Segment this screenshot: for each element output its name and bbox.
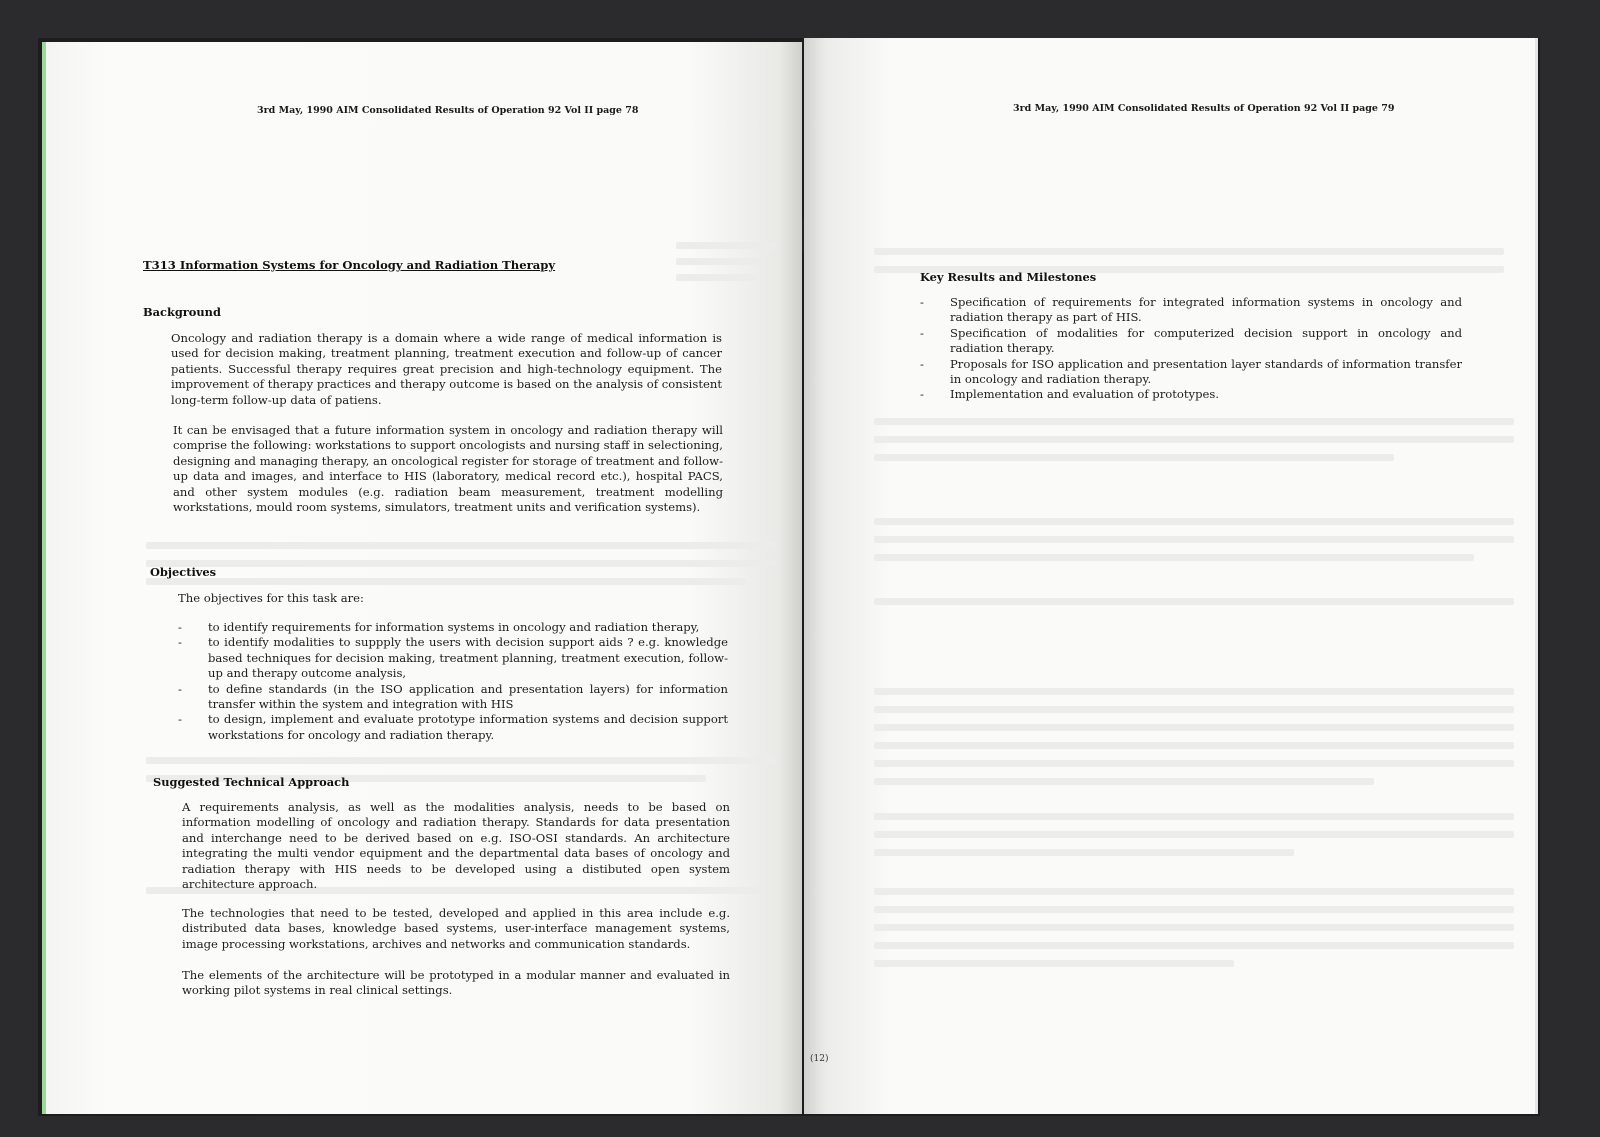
show-through <box>874 706 1514 713</box>
key-results-list <box>920 295 1462 403</box>
show-through <box>146 542 776 549</box>
show-through <box>874 813 1514 820</box>
background-heading: Background <box>143 305 221 319</box>
list-item: - Implementation and evaluation of prototypes. <box>920 387 1462 402</box>
show-through <box>146 578 746 585</box>
approach-heading: Suggested Technical Approach <box>153 775 350 789</box>
list-item: - Specification of requirements for integrated information systems in oncology and radiation therapy as part of HIS. <box>920 295 1462 326</box>
section-title: T313 Information Systems for Oncology and Radiation Therapy <box>143 258 556 272</box>
show-through <box>874 454 1394 461</box>
show-through <box>874 436 1514 443</box>
approach-paragraph-1: A requirements analysis, as well as the modalities analysis, needs to be based on information modelling of oncology and radiation therapy. Standards for data presentation and interchange need to be derived based on e.g. ISO-OSI standards. An architecture integrating the multi vendor equipment and the departmental data bases of oncology and radiation therapy with HIS needs to be developed using a distibuted open system architecture approach. <box>182 800 730 892</box>
show-through <box>874 888 1514 895</box>
gutter-number: (12) <box>810 1054 829 1064</box>
show-through <box>874 418 1514 425</box>
show-through <box>874 960 1234 967</box>
key-results-heading: Key Results and Milestones <box>920 270 1097 284</box>
list-item: - to define standards (in the ISO application and presentation layers) for information transfer within the system and integration with HIS <box>178 682 728 713</box>
show-through <box>874 536 1514 543</box>
show-through <box>874 849 1294 856</box>
list-item: - to identify modalities to suppply the users with decision support aids ? e.g. knowledge based techniques for decision making, treatment planning, treatment execution, follow-up and therapy outcome analysis, <box>178 635 728 681</box>
show-through <box>874 248 1504 255</box>
background-paragraph-2: It can be envisaged that a future information system in oncology and radiation therapy will comprise the following: workstations to support oncologists and nursing staff in selectioning, designing and managing therapy, an oncological register for storage of treatment and follow-up data and images, and interface to HIS (laboratory, medical record etc.), hospital PACS, and other system modules (e.g. radiation beam measurement, treatment modelling workstations, mould room systems, simulators, treatment units and verification systems). <box>173 423 723 515</box>
show-through <box>874 831 1514 838</box>
objectives-intro: The objectives for this task are: <box>178 591 364 605</box>
objectives-heading: Objectives <box>150 565 217 579</box>
list-item: - to identify requirements for information systems in oncology and radiation therapy, <box>178 620 728 635</box>
show-through <box>874 518 1514 525</box>
show-through <box>874 724 1514 731</box>
show-through <box>676 258 766 265</box>
show-through <box>874 924 1514 931</box>
show-through <box>146 560 776 567</box>
show-through <box>874 598 1514 605</box>
show-through <box>676 274 756 281</box>
list-item: - Proposals for ISO application and presentation layer standards of information transfer in oncology and radiation therapy. <box>920 357 1462 388</box>
show-through <box>676 242 776 249</box>
show-through <box>874 778 1374 785</box>
left-page-header: 3rd May, 1990 AIM Consolidated Results of Operation 92 Vol II page 78 <box>257 105 639 116</box>
list-item: - to design, implement and evaluate prototype information systems and decision support workstations for oncology and radiation therapy. <box>178 712 728 743</box>
objectives-list <box>178 620 728 743</box>
show-through <box>874 742 1514 749</box>
show-through <box>874 942 1514 949</box>
approach-paragraph-2: The technologies that need to be tested, developed and applied in this area include e.g. distributed data bases, knowledge based systems, user-interface management systems, image processing workstations, archives and networks and communication standards. <box>182 906 730 951</box>
right-page <box>804 38 1538 1114</box>
approach-paragraph-3: The elements of the architecture will be prototyped in a modular manner and evaluated in working pilot systems in real clinical settings. <box>182 968 730 998</box>
show-through <box>874 906 1514 913</box>
show-through <box>874 760 1514 767</box>
show-through <box>146 757 776 764</box>
show-through <box>874 554 1474 561</box>
background-paragraph-1: Oncology and radiation therapy is a domain where a wide range of medical information is used for decision making, treatment planning, treatment execution and follow-up of cancer patients. Successful therapy requires great precision and high-technology equipment. The improvement of therapy practices and therapy outcome is based on the analysis of consistent long-term follow-up data of patiens. <box>171 331 722 407</box>
show-through <box>874 688 1514 695</box>
list-item: - Specification of modalities for computerized decision support in oncology and radiation therapy. <box>920 326 1462 357</box>
right-page-header: 3rd May, 1990 AIM Consolidated Results of Operation 92 Vol II page 79 <box>1013 103 1395 114</box>
